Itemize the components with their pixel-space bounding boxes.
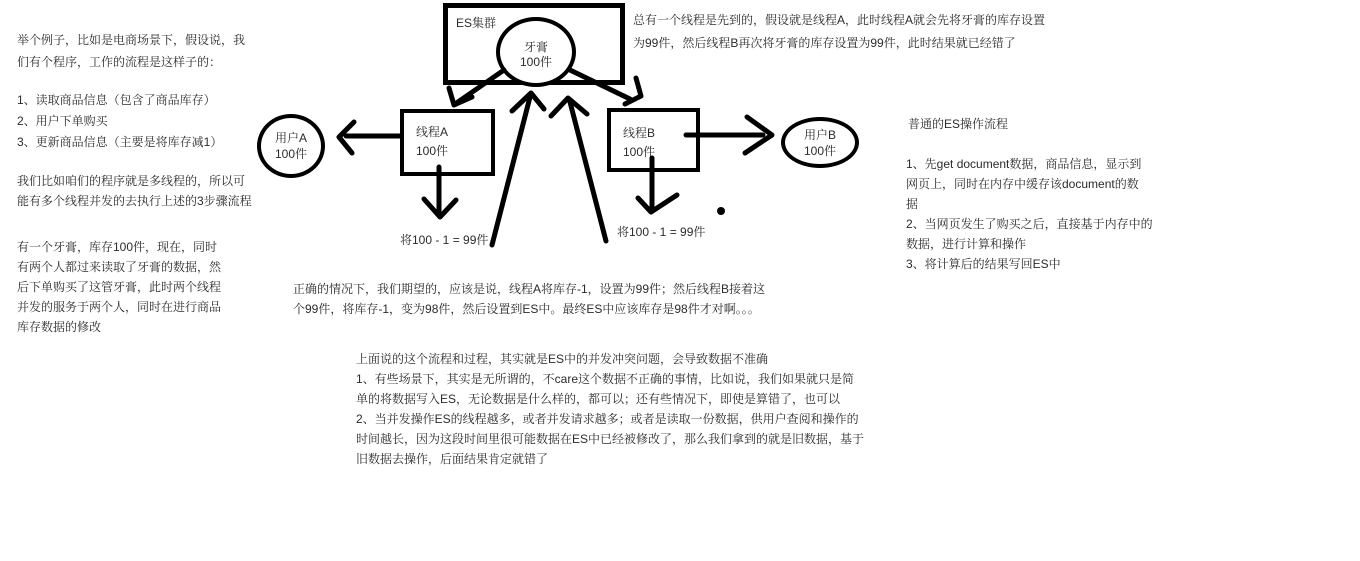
note-conflict-summary: 上面说的这个流程和过程，其实就是ES中的并发冲突问题，会导致数据不准确 1、有些场景下，其实是无所谓的，不care这个数据不正确的事情，比如说，我们如果就只是简 单的将数据写入ES，无论数据是什么样的，都可以；还有些情况下，即使是算错了，也可以 2、当并发操作ES的线程越多，或者并发请求越多；或者是读取一份数据，供用户查阅和操作的 时间越长，因为这段时间里很可能数据在ES中已经被修改了，那么我们拿到的就是旧数据，基于 旧数据去操作，后面结果肯定就错了 bbox=[356, 352, 865, 466]
note-expected-behavior: 正确的情况下，我们期望的，应该是说，线程A将库存-1，设置为99件；然后线程B接着这 个99件，将库存-1，变为98件，然后设置到ES中。最终ES中应该库存是98件才对啊。。。 bbox=[293, 282, 766, 316]
product-stock: 100件 bbox=[519, 55, 553, 69]
user-a-name: 用户A bbox=[274, 131, 307, 145]
thread-a-name: 线程A bbox=[416, 125, 449, 139]
thread-b-box bbox=[607, 108, 700, 172]
thread-a-stock: 100件 bbox=[416, 144, 449, 158]
arrow-write-a-to-es-icon bbox=[492, 93, 544, 245]
note-example-steps: 1、读取商品信息（包含了商品库存） 2、用户下单购买 3、更新商品信息（主要是将库存减1） bbox=[17, 93, 223, 149]
note-race-result: 总有一个线程是先到的，假设就是线程A，此时线程A就会先将牙膏的库存设置 为99件，然后线程B再次将牙膏的库存设置为99件，此时结果就已经错了 bbox=[633, 13, 1046, 50]
product-document-ellipse bbox=[496, 17, 576, 87]
note-multithread: 我们比如咱们的程序就是多线程的，所以可 能有多个线程并发的去执行上述的3步骤流程 bbox=[17, 174, 252, 208]
user-b-ellipse bbox=[781, 117, 859, 168]
es-flow-title: 普通的ES操作流程 bbox=[908, 117, 1009, 131]
product-name: 牙膏 bbox=[523, 40, 548, 54]
decrement-label-b: 将100 - 1 = 99件 bbox=[617, 225, 706, 239]
thread-a-box bbox=[400, 109, 495, 176]
stray-dot-icon bbox=[717, 207, 725, 215]
user-b-name: 用户B bbox=[803, 127, 836, 142]
thread-b-stock: 100件 bbox=[623, 145, 656, 159]
user-a-ellipse bbox=[257, 114, 325, 178]
thread-b-name: 线程B bbox=[623, 126, 656, 140]
es-flow-steps: 1、先get document数据，商品信息，显示到 网页上，同时在内存中缓存该document的数 据 2、当网页发生了购买之后，直接基于内存中的 数据，进行计算和操作 3、将计算后的结果写回ES中 bbox=[906, 157, 1153, 271]
arrow-write-b-to-es-icon bbox=[551, 98, 606, 241]
decrement-label-a: 将100 - 1 = 99件 bbox=[400, 233, 489, 247]
user-a-stock: 100件 bbox=[274, 147, 308, 161]
note-toothpaste-scenario: 有一个牙膏，库存100件，现在，同时 有两个人都过来读取了牙膏的数据，然 后下单购买了这管牙膏，此时两个线程 并发的服务于两个人，同时在进行商品 库存数据的修改 bbox=[17, 240, 222, 334]
arrow-thread-a-to-user-a-icon bbox=[339, 122, 400, 153]
user-b-stock: 100件 bbox=[803, 143, 837, 158]
note-example-intro: 举个例子，比如是电商场景下，假设说，我 们有个程序，工作的流程是这样子的： bbox=[17, 33, 246, 69]
es-cluster-label: ES集群 bbox=[456, 16, 497, 30]
